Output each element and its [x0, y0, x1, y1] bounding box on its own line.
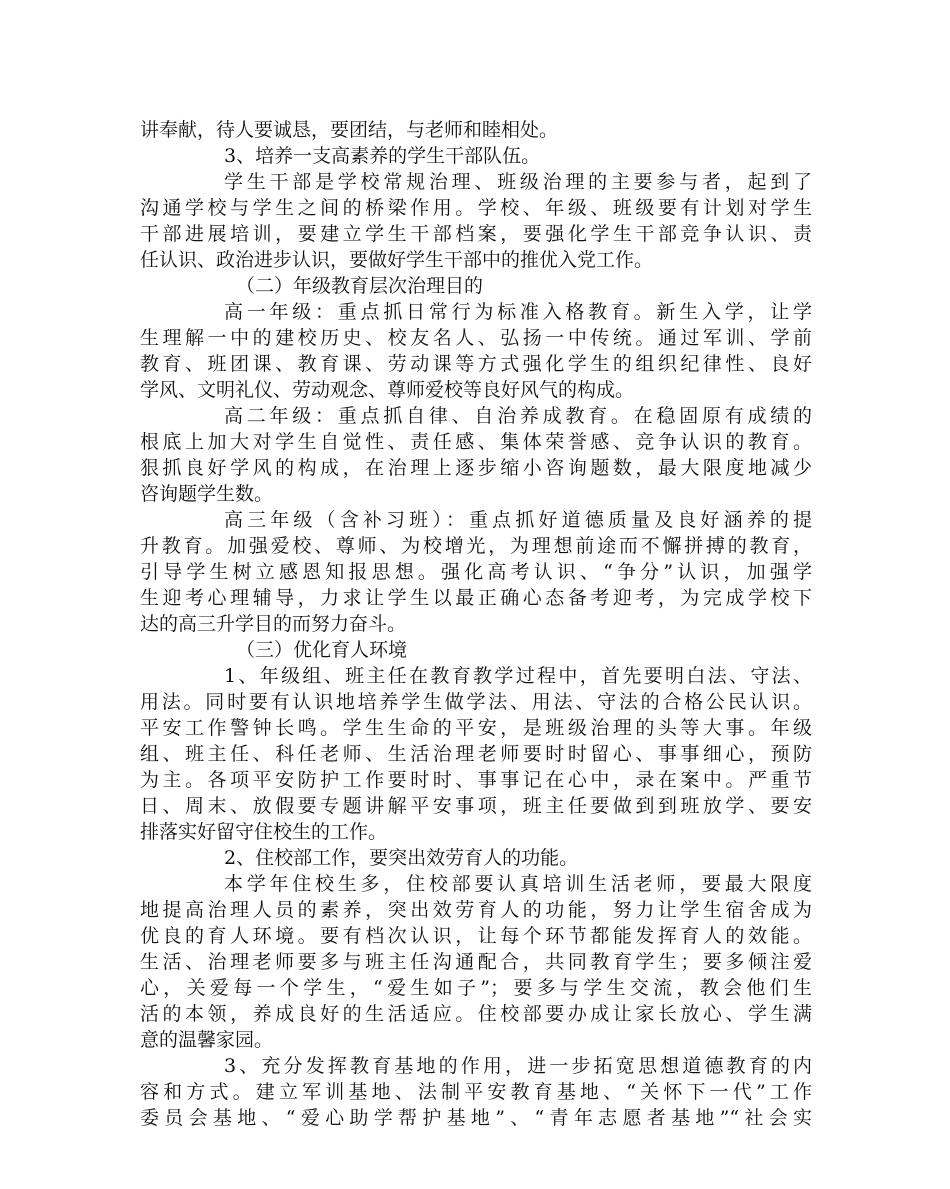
text-line: 为主。各项平安防护工作要时时、事事记在心中，录在案中。严重节 — [140, 769, 812, 791]
text-line: 3、培养一支高素养的学生干部队伍。 — [224, 145, 541, 167]
text-line: 心，关爱每一个学生，“爱生如子”；要多与学生交流，教会他们生 — [140, 977, 812, 999]
text-line: 委员会基地、“爱心助学帮护基地”、“青年志愿者基地”“社会实 — [140, 1107, 812, 1129]
text-line: 生理解一中的建校历史、校友名人、弘扬一中传统。通过军训、学前 — [140, 327, 812, 349]
text-line: 3、充分发挥教育基地的作用，进一步拓宽思想道德教育的内 — [224, 1055, 812, 1077]
text-line: 生迎考心理辅导，力求让学生以最正确心态备考迎考，为完成学校下 — [140, 587, 812, 609]
text-line: 本学年住校生多，住校部要认真培训生活老师，要最大限度 — [224, 873, 812, 895]
text-line: 容和方式。建立军训基地、法制平安教育基地、“关怀下一代”工作 — [140, 1081, 812, 1103]
text-line: 日、周末、放假要专题讲解平安事项，班主任要做到到班放学、要安 — [140, 795, 812, 817]
text-line: 高三年级（含补习班）：重点抓好道德质量及良好涵养的提 — [224, 509, 812, 531]
text-line: 意的温馨家园。 — [140, 1029, 274, 1051]
text-line: 1、年级组、班主任在教育教学过程中，首先要明白法、守法、 — [224, 665, 812, 687]
text-line: 达的高三升学目的而努力奋斗。 — [140, 613, 407, 635]
text-line: 高二年级：重点抓自律、自治养成教育。在稳固原有成绩的 — [224, 405, 812, 427]
text-line: 用法。同时要有认识地培养学生做学法、用法、守法的合格公民认识。 — [140, 691, 812, 713]
text-line: 沟通学校与学生之间的桥梁作用。学校、年级、班级要有计划对学生 — [140, 197, 812, 219]
text-line: 活的本领，养成良好的生活适应。住校部要办成让家长放心、学生满 — [140, 1003, 812, 1025]
text-line: 学风、文明礼仪、劳动观念、尊师爱校等良好风气的构成。 — [140, 379, 635, 401]
text-line: 平安工作警钟长鸣。学生生命的平安，是班级治理的头等大事。年级 — [140, 717, 812, 739]
text-line: 咨询题学生数。 — [140, 483, 274, 505]
document-body — [140, 117, 812, 1131]
text-line: 2、住校部工作，要突出效劳育人的功能。 — [224, 847, 579, 869]
text-line: （二）年级教育层次治理目的 — [236, 275, 484, 297]
text-line: 学生干部是学校常规治理、班级治理的主要参与者，起到了 — [224, 171, 812, 193]
text-line: 排落实好留守住校生的工作。 — [140, 821, 388, 843]
text-line: 地提高治理人员的素养，突出效劳育人的功能，努力让学生宿舍成为 — [140, 899, 812, 921]
text-line: 组、班主任、科任老师、生活治理老师要时时留心、事事细心，预防 — [140, 743, 812, 765]
text-line: 教育、班团课、教育课、劳动课等方式强化学生的组织纪律性、良好 — [140, 353, 812, 375]
text-line: 根底上加大对学生自觉性、责任感、集体荣誉感、竞争认识的教育。 — [140, 431, 812, 453]
text-line: 生活、治理老师要多与班主任沟通配合，共同教育学生；要多倾注爱 — [140, 951, 812, 973]
text-line: 高一年级：重点抓日常行为标准入格教育。新生入学，让学 — [224, 301, 812, 323]
text-line: 优良的育人环境。要有档次认识，让每个环节都能发挥育人的效能。 — [140, 925, 812, 947]
text-line: 狠抓良好学风的构成，在治理上逐步缩小咨询题数，最大限度地减少 — [140, 457, 812, 479]
text-line: 引导学生树立感恩知报思想。强化高考认识、“争分”认识，加强学 — [140, 561, 812, 583]
text-line: 升教育。加强爱校、尊师、为校增光，为理想前途而不懈拼搏的教育， — [140, 535, 812, 557]
text-line: （三）优化育人环境 — [236, 639, 408, 661]
text-line: 干部进展培训，要建立学生干部档案，要强化学生干部竞争认识、责 — [140, 223, 812, 245]
text-line: 任认识、政治进步认识，要做好学生干部中的推优入党工作。 — [140, 249, 654, 271]
text-line: 讲奉献，待人要诚恳，要团结，与老师和睦相处。 — [140, 119, 559, 141]
